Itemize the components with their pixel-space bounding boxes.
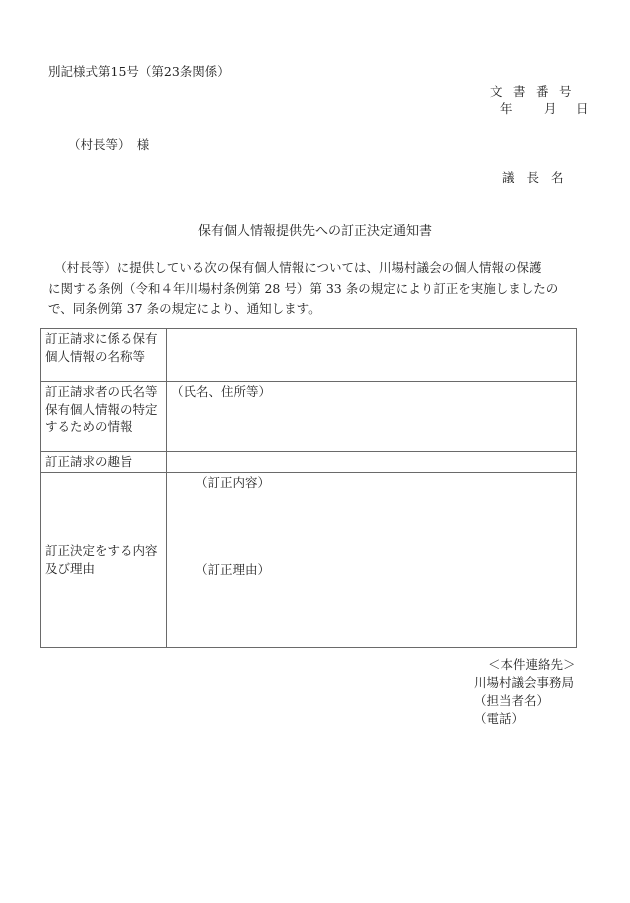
- body-line: （村長等）に提供している次の保有個人情報については、川場村議会の個人情報の保護: [48, 260, 542, 275]
- row-label: 訂正請求者の氏名等保有個人情報の特定するための情報: [41, 382, 167, 452]
- body-line: で、同条例第 37 条の規定により、通知します。: [48, 301, 321, 316]
- form-number: 別記様式第15号（第23条関係）: [48, 64, 230, 79]
- date-line: [500, 99, 589, 117]
- date-month: 月: [544, 101, 557, 116]
- correction-table: [40, 328, 577, 648]
- contact-block: [474, 656, 576, 728]
- contact-person: （担当者名）: [474, 693, 550, 708]
- document-title: 保有個人情報提供先への訂正決定通知書: [197, 224, 432, 239]
- table-row: [41, 329, 577, 382]
- table-row: [41, 472, 577, 647]
- table-row: [41, 382, 577, 452]
- contact-heading: ＜本件連絡先＞: [488, 657, 576, 672]
- row-label: 訂正請求に係る保有個人情報の名称等: [41, 329, 167, 382]
- row-value: [167, 329, 577, 382]
- row-label: 訂正決定をする内容及び理由: [41, 472, 167, 647]
- row-label: 訂正請求の趣旨: [41, 452, 167, 473]
- correction-content: （訂正内容）: [195, 474, 271, 490]
- document-number-label: 文書番号: [490, 84, 583, 99]
- row-value: [167, 472, 577, 647]
- row-value: [167, 452, 577, 473]
- date-day: 日: [576, 101, 589, 116]
- table-row: [41, 452, 577, 473]
- contact-office: 川場村議会事務局: [474, 675, 575, 690]
- date-year: 年: [500, 101, 513, 116]
- sender-chair-name: 議長名: [502, 170, 576, 185]
- body-paragraph: [48, 258, 588, 320]
- addressee: （村長等） 様: [68, 137, 150, 152]
- body-line: に関する条例（令和４年川場村条例第 28 号）第 33 条の規定により訂正を実施しましたの: [48, 280, 559, 296]
- row-value: （氏名、住所等）: [167, 382, 577, 452]
- contact-phone: （電話）: [474, 711, 525, 726]
- correction-reason: （訂正理由）: [195, 561, 271, 577]
